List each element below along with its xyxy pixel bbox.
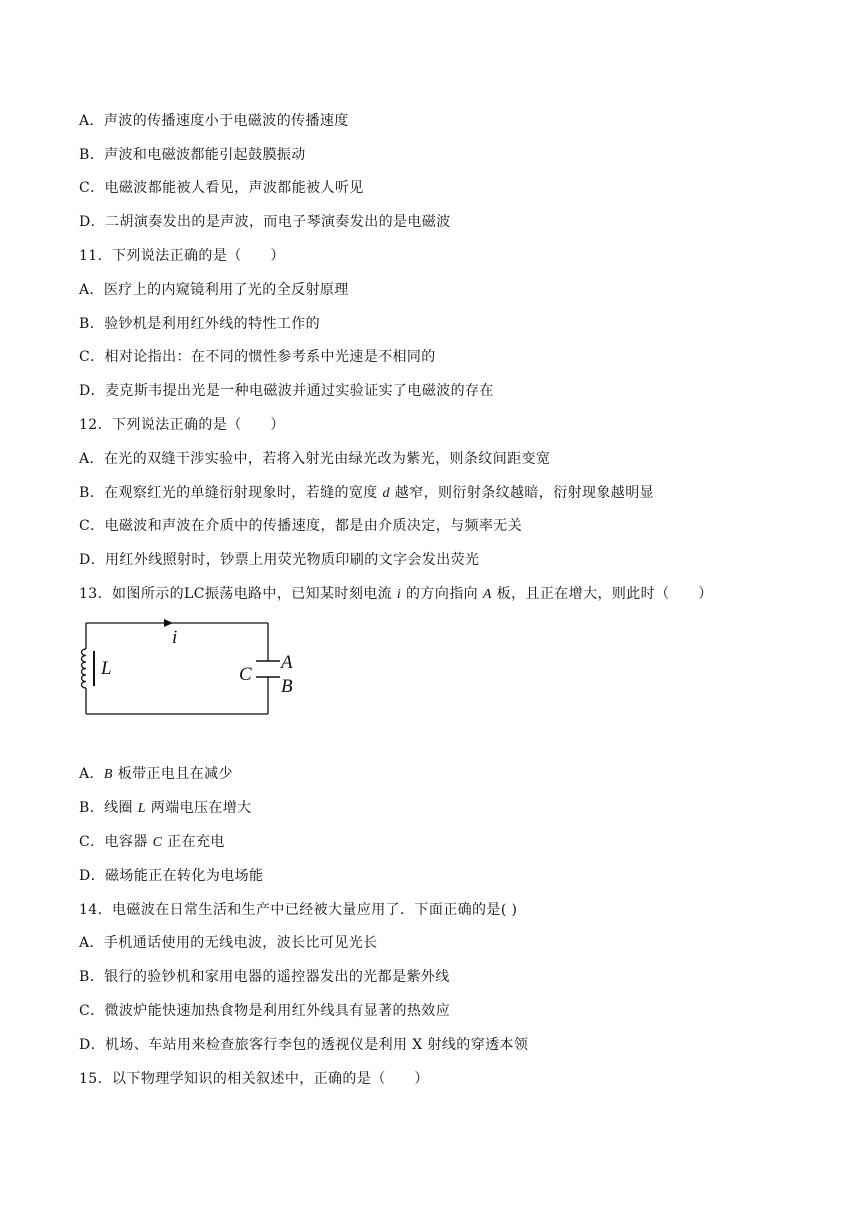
q11-option-b: B．验钞机是利用红外线的特性工作的: [79, 316, 321, 332]
q13-option-c: C．电容器 C 正在充电: [79, 834, 225, 850]
plate-b-label: B: [281, 676, 293, 697]
q14-option-d: D．机场、车站用来检查旅客行李包的透视仪是利用 X 射线的穿透本领: [79, 1037, 529, 1053]
q13-stem: 13．如图所示的LC振荡电路中，已知某时刻电流 i 的方向指向 A 板，且正在增大，则此时（ ）: [79, 586, 713, 602]
inductor-label: L: [101, 658, 112, 679]
q10-option-a: A．声波的传播速度小于电磁波的传播速度: [79, 113, 349, 129]
q14-option-b: B．银行的验钞机和家用电器的遥控器发出的光都是紫外线: [79, 969, 450, 985]
q10-option-c: C．电磁波都能被人看见，声波都能被人听见: [79, 180, 364, 196]
q14-stem: 14．电磁波在日常生活和生产中已经被大量应用了．下面正确的是( ): [79, 902, 518, 918]
lc-circuit-diagram: [76, 614, 306, 724]
q10-option-d: D．二胡演奏发出的是声波，而电子琴演奏发出的是电磁波: [79, 214, 451, 230]
inductor-coil-icon: [82, 649, 87, 688]
plate-a-label: A: [281, 652, 293, 673]
q10-option-b: B．声波和电磁波都能引起鼓膜振动: [79, 147, 306, 163]
q11-option-c: C．相对论指出：在不同的惯性参考系中光速是不相同的: [79, 349, 436, 365]
q13-option-b: B．线圈 L 两端电压在增大: [79, 800, 252, 816]
current-arrow-icon: [164, 619, 173, 627]
current-label: i: [172, 627, 178, 648]
q12-option-b: B．在观察红光的单缝衍射现象时，若缝的宽度 d 越窄，则衍射条纹越暗，衍射现象越明显: [79, 485, 655, 501]
q13-option-a: A．B 板带正电且在减少: [79, 766, 233, 782]
q14-option-c: C．微波炉能快速加热食物是利用红外线具有显著的热效应: [79, 1003, 451, 1019]
q11-option-a: A．医疗上的内窥镜利用了光的全反射原理: [79, 282, 349, 298]
q11-option-d: D．麦克斯韦提出光是一种电磁波并通过实验证实了电磁波的存在: [79, 383, 494, 399]
q15-stem: 15．以下物理学知识的相关叙述中，正确的是（ ）: [79, 1071, 429, 1087]
q12-option-a: A．在光的双缝干涉实验中，若将入射光由绿光改为紫光，则条纹间距变宽: [79, 451, 551, 467]
q12-option-d: D．用红外线照射时，钞票上用荧光物质印刷的文字会发出荧光: [79, 552, 480, 568]
q12-stem: 12．下列说法正确的是（ ）: [79, 417, 285, 433]
q11-stem: 11．下列说法正确的是（ ）: [79, 248, 285, 264]
q12-option-c: C．电磁波和声波在介质中的传播速度，都是由介质决定，与频率无关: [79, 518, 523, 534]
q13-option-d: D．磁场能正在转化为电场能: [79, 868, 264, 884]
capacitor-label: C: [239, 664, 252, 685]
q14-option-a: A．手机通话使用的无线电波，波长比可见光长: [79, 935, 378, 951]
